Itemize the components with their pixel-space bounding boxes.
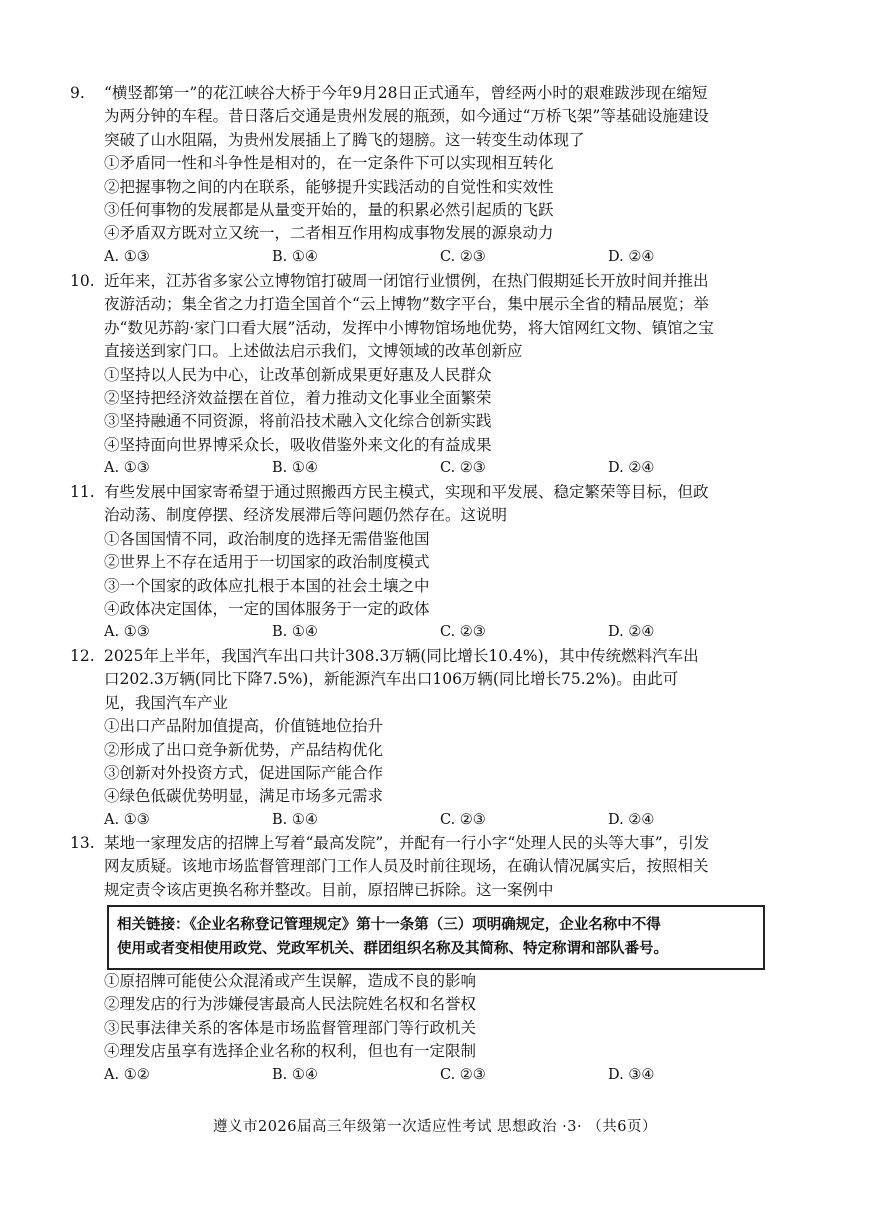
statement-item: ④坚持面向世界博采众长，吸收借鉴外来文化的有益成果 [104,435,492,454]
related-link-line: 相关链接：《企业名称登记管理规定》第十一条第（三）项明确规定，企业名称中不得 [117,917,661,933]
question-number: 12. [70,647,95,665]
question-9 [70,82,790,269]
answer-options [70,621,790,644]
answer-options [70,809,790,832]
page-footer: 遵义市2026届高三年级第一次适应性考试 思想政治 ·3· （共6页） [213,1119,657,1135]
question-stem-line: 11. 有些发展中国家寄希望于通过照搬西方民主模式，实现和平发展、稳定繁荣等目标，但政 [70,481,790,504]
question-stem-line: 规定责令该店更换名称并整改。目前，原招牌已拆除。这一案例中 [104,880,554,899]
option-d: D. ②④ [608,248,655,265]
option-a: A. ①③ [104,811,150,828]
question-number: 10. [70,272,95,290]
option-c: C. ②③ [440,1066,486,1083]
question-stem-line: 直接送到家门口。上述做法启示我们，文博领域的改革创新应 [104,342,523,361]
answer-options [70,1064,790,1087]
related-link-line: 使用或者变相使用政党、党政军机关、群团组织名称及其简称、特定称谓和部队番号。 [117,940,668,957]
option-c: C. ②③ [440,248,486,265]
statement-item: ②形成了出口竞争新优势，产品结构优化 [104,740,384,759]
statement-item: ②世界上不存在适用于一切国家的政治制度模式 [104,553,430,572]
related-link-box [107,905,765,970]
answer-options [70,246,790,269]
question-stem-line: 见，我国汽车产业 [104,693,229,712]
question-10 [70,270,790,481]
option-d: D. ②④ [608,624,655,641]
question-stem-line: 12. 2025年上半年，我国汽车出口共计308.3万辆(同比增长10.4%)，其中传统燃料汽车出 [70,645,790,668]
statement-item: ①各国国情不同，政治制度的选择无需借鉴他国 [104,529,430,548]
option-c: C. ②③ [440,811,486,828]
statement-item: ④矛盾双方既对立又统一，二者相互作用构成事物发展的源泉动力 [104,224,554,243]
question-stem-line: 办“数见苏韵·家门口看大展”活动，发挥中小博物馆场地优势，将大馆网红文物、镇馆之宝 [104,318,714,337]
option-b: B. ①④ [272,460,318,477]
question-number: 11. [70,483,95,501]
option-a: A. ①② [104,1066,150,1083]
option-a: A. ①③ [104,248,150,265]
question-12 [70,645,790,832]
statement-item: ④政体决定国体，一定的国体服务于一定的政体 [104,599,430,618]
option-b: B. ①④ [272,248,318,265]
option-c: C. ②③ [440,624,486,641]
statement-item: ④理发店虽享有选择企业名称的权利，但也有一定限制 [104,1042,477,1061]
statement-item: ②坚持把经济效益摆在首位，着力推动文化事业全面繁荣 [104,388,492,407]
option-b: B. ①④ [272,1066,318,1083]
question-stem-line: 10. 近年来，江苏省多家公立博物馆打破周一闭馆行业惯例，在热门假期延长开放时间并推出 [70,270,790,293]
option-d: D. ②④ [608,811,655,828]
statement-item: ②把握事物之间的内在联系，能够提升实践活动的自觉性和实效性 [104,177,554,196]
question-13 [70,832,790,902]
question-stem-line: 突破了山水阻隔，为贵州发展插上了腾飞的翅膀。这一转变生动体现了 [104,130,585,149]
statement-item: ③民事法律关系的客体是市场监督管理部门等行政机关 [104,1018,477,1037]
question-11 [70,481,790,645]
question-13-items [70,970,790,1087]
statement-item: ①出口产品附加值提高，价值链地位抬升 [104,717,384,736]
statement-item: ①原招牌可能使公众混淆或产生误解，造成不良的影响 [104,972,477,990]
question-stem-line: 口202.3万辆(同比下降7.5%)，新能源汽车出口106万辆(同比增长75.2%)。由此可 [104,670,679,689]
option-d: D. ③④ [608,1066,655,1083]
option-a: A. ①③ [104,624,150,641]
question-stem-line: 13. 某地一家理发店的招牌上写着“最高发院”，并配有一行小字“处理人民的头等大事”，引发 [70,832,790,855]
question-stem-line: 9. “横竖都第一”的花江峡谷大桥于今年9月28日正式通车，曾经两小时的艰难跋涉现在缩短 [70,82,790,105]
statement-item: ③一个国家的政体应扎根于本国的社会土壤之中 [104,576,430,595]
question-stem-line: 为两分钟的车程。昔日落后交通是贵州发展的瓶颈，如今通过“万桥飞架”等基础设施建设 [104,107,709,126]
option-d: D. ②④ [608,460,655,477]
question-stem-line: 治动荡、制度停摆、经济发展滞后等问题仍然存在。这说明 [104,506,508,525]
statement-item: ③创新对外投资方式，促进国际产能合作 [104,763,384,782]
statement-item: ②理发店的行为涉嫌侵害最高人民法院姓名权和名誉权 [104,995,477,1014]
option-c: C. ②③ [440,460,486,477]
question-stem-line: 网友质疑。该地市场监督管理部门工作人员及时前往现场，在确认情况属实后，按照相关 [104,857,709,876]
statement-item: ④绿色低碳优势明显，满足市场多元需求 [104,787,384,806]
statement-item: ③坚持融通不同资源，将前沿技术融入文化综合创新实践 [104,412,492,431]
statement-item: ①坚持以人民为中心，让改革创新成果更好惠及人民群众 [104,365,492,384]
question-stem-line: 夜游活动；集全省之力打造全国首个“云上博物”数字平台，集中展示全省的精品展览；举 [104,295,709,314]
statement-item: ③任何事物的发展都是从量变开始的，量的积累必然引起质的飞跃 [104,200,554,219]
option-a: A. ①③ [104,460,150,477]
option-b: B. ①④ [272,624,318,641]
question-number: 9. [70,84,85,102]
statement-item: ①矛盾同一性和斗争性是相对的，在一定条件下可以实现相互转化 [104,154,554,173]
option-b: B. ①④ [272,811,318,828]
question-number: 13. [70,834,95,852]
answer-options [70,457,790,480]
